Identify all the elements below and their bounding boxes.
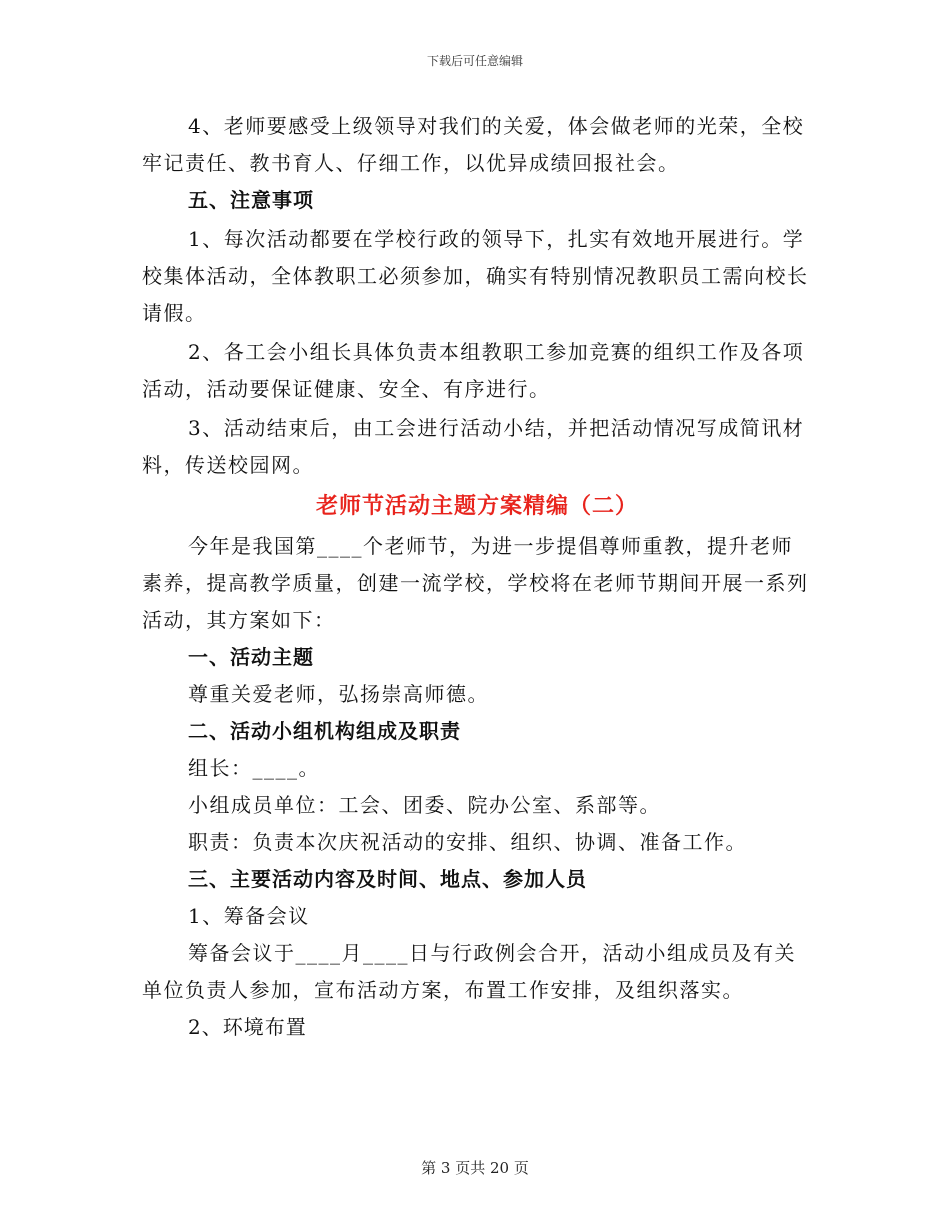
paragraph-sub-prep: 1、筹备会议	[188, 904, 310, 928]
section-heading-group: 二、活动小组机构组成及职责	[188, 719, 461, 743]
paragraph-note-2: 2、各工会小组长具体负责本组教职工参加竞赛的组织工作及各项活动，活动要保证健康、安全、有序进行。	[142, 340, 805, 401]
paragraph-duties: 职责：负责本次庆祝活动的安排、组织、协调、准备工作。	[188, 830, 747, 854]
paragraph-note-3: 3、活动结束后，由工会进行活动小结，并把活动情况写成简讯材料，传送校园网。	[142, 416, 805, 477]
section-heading-notes: 五、注意事项	[188, 188, 314, 212]
section-heading-theme: 一、活动主题	[188, 645, 314, 669]
page-header: 下载后可任意编辑	[426, 54, 523, 68]
paragraph-item-4: 4、老师要感受上级领导对我们的关爱，体会做老师的光荣，全校牢记责任、教书育人、仔细工作，以优异成绩回报社会。	[142, 114, 805, 175]
page-footer: 第 3 页共 20 页	[421, 1159, 529, 1177]
section-heading-activities: 三、主要活动内容及时间、地点、参加人员	[188, 867, 587, 891]
document-title: 老师节活动主题方案精编（二）	[315, 493, 638, 519]
paragraph-intro: 今年是我国第____个老师节，为进一步提倡尊师重教，提升老师素养，提高教学质量，创建一流学校，学校将在老师节期间开展一系列活动，其方案如下：	[142, 534, 809, 632]
paragraph-theme: 尊重关爱老师，弘扬崇高师德。	[188, 682, 489, 706]
paragraph-members: 小组成员单位：工会、团委、院办公室、系部等。	[188, 793, 661, 817]
paragraph-note-1: 1、每次活动都要在学校行政的领导下，扎实有效地开展进行。学校集体活动，全体教职工必须参加，确实有特别情况教职员工需向校长请假。	[142, 227, 809, 325]
document-body	[142, 108, 812, 1046]
paragraph-sub-environment: 2、环境布置	[188, 1015, 307, 1039]
paragraph-leader: 组长：____。	[188, 756, 320, 780]
paragraph-prep-meeting: 筹备会议于____月____日与行政例会合开，活动小组成员及有关单位负责人参加，宣布活动方案，布置工作安排，及组织落实。	[142, 941, 796, 1002]
